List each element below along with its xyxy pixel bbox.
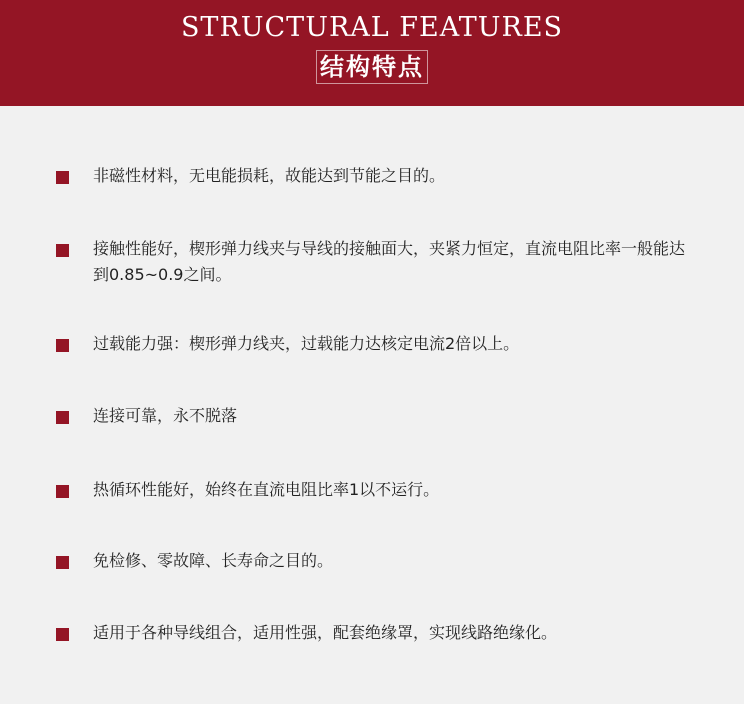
feature-text: 适用于各种导线组合，适用性强，配套绝缘罩，实现线路绝缘化。: [93, 623, 558, 642]
title-english: STRUCTURAL FEATURES: [180, 12, 564, 43]
feature-text: 连接可靠，永不脱落: [93, 406, 238, 425]
bullet-square-icon: [56, 171, 69, 184]
bullet-square-icon: [56, 628, 69, 641]
feature-text: 热循环性能好，始终在直流电阻比率1以不运行。: [93, 480, 440, 499]
bullet-square-icon: [56, 244, 69, 257]
bullet-square-icon: [56, 411, 69, 424]
bullet-square-icon: [56, 485, 69, 498]
feature-text: 接触性能好，楔形弹力线夹与导线的接触面大，夹紧力恒定，直流电阻比率一般能达到0.85~0.9之间。: [93, 239, 686, 284]
feature-text: 免检修、零故障、长寿命之目的。: [93, 551, 334, 570]
bullet-square-icon: [56, 339, 69, 352]
bullet-square-icon: [56, 556, 69, 569]
feature-text: 过载能力强：楔形弹力线夹，过载能力达核定电流2倍以上。: [93, 334, 520, 353]
feature-text: 非磁性材料，无电能损耗，故能达到节能之目的。: [93, 166, 446, 185]
title-chinese: 结构特点: [316, 50, 428, 84]
